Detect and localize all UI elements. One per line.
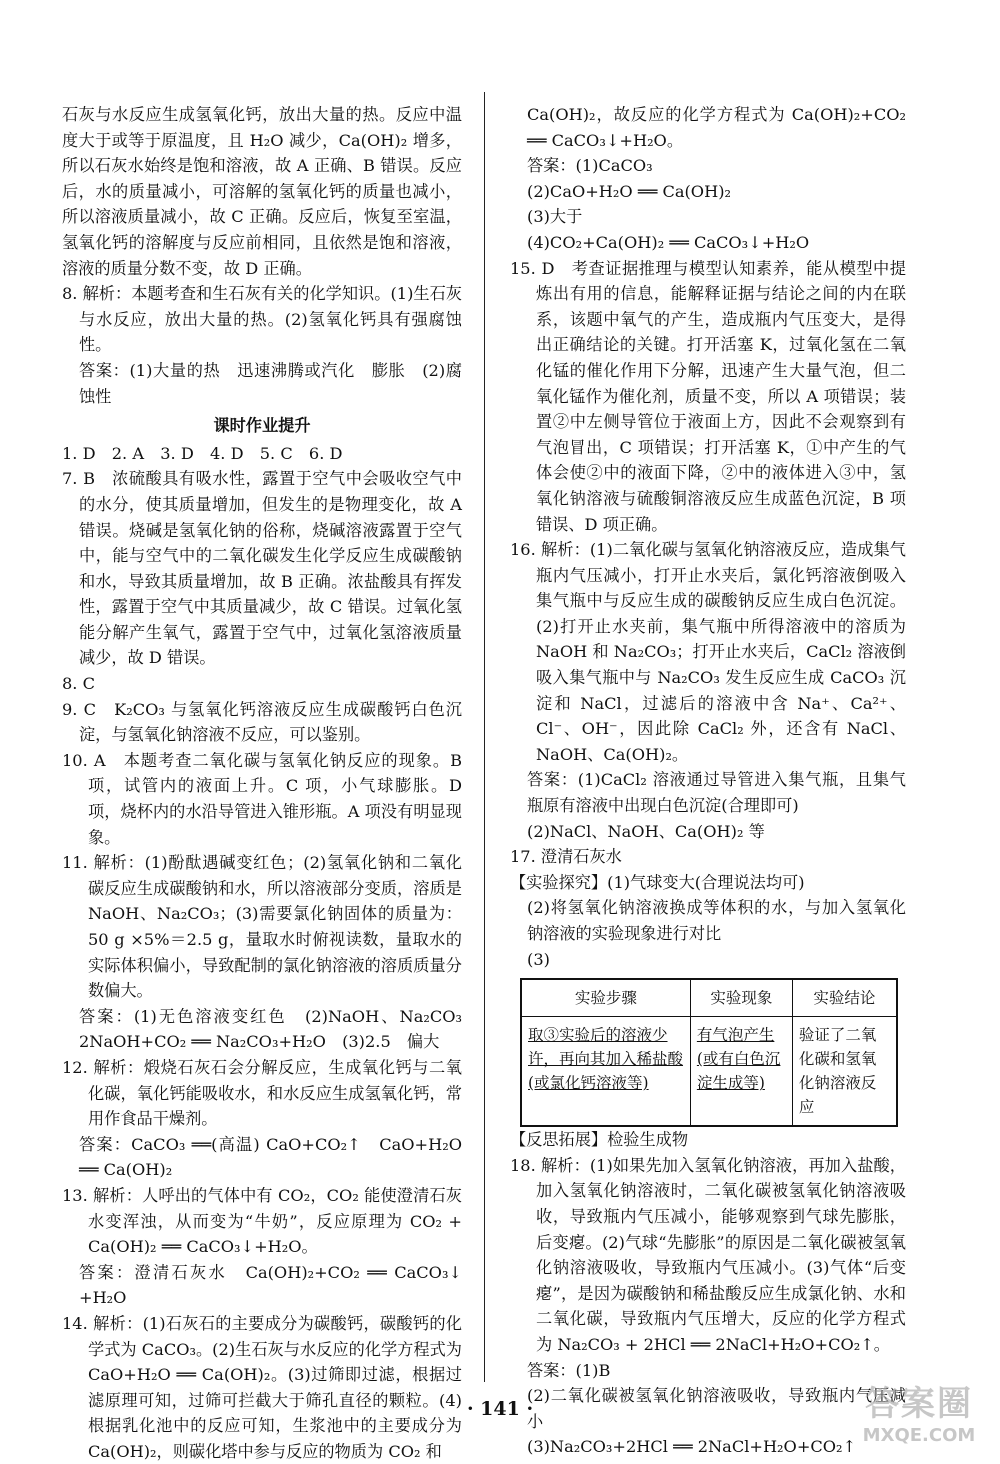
para-l8: 10. A 本题考查二氧化碳与氢氧化钠反应的现象。B 项，试管内的液面上升。C 项，小气球膨胀。D 项，烧杯内的水沿导管进入锥形瓶。A 项没有明显现象。 bbox=[62, 750, 462, 847]
para-r3: (3)大于 bbox=[527, 207, 583, 227]
section-heading: 课时作业提升 bbox=[213, 416, 311, 436]
page-number: · 141 · bbox=[466, 1398, 534, 1420]
right-column bbox=[510, 102, 906, 1460]
column-divider bbox=[484, 92, 485, 1382]
table-header-steps: 实验步骤 bbox=[521, 979, 690, 1017]
para-r2: (2)CaO+H₂O ══ Ca(OH)₂ bbox=[527, 181, 732, 201]
para-r9: 17. 澄清石灰水 bbox=[510, 847, 622, 867]
para-l11: 12. 解析：煅烧石灰石会分解反应，生成氧化钙与二氧化碳，氧化钙能吸收水，和水反应生成氢氧化钙，常用作食品干燥剂。 bbox=[62, 1057, 462, 1129]
table-cell-steps: 取③实验后的溶液少许，再向其加入稀盐酸(或氯化钙溶液等) bbox=[521, 1017, 690, 1127]
para-l10: 答案：(1)无色溶液变红色 (2)NaOH、Na₂CO₃ 2NaOH+CO₂ ══ Na₂CO₃+H₂O (3)2.5 偏大 bbox=[79, 1006, 479, 1052]
para-r11: (2)将氢氧化钠溶液换成等体积的水，与加入氢氧化钠溶液的实验现象进行对比 bbox=[527, 898, 906, 943]
para-r5: 15. D 考查证据推理与模型认知素养，能从模型中提炼出有用的信息，能解释证据与结论之间的内在联系，该题中氧气的产生，造成瓶内气压变大，是得出正确结论的关键。打开活塞 K，过氧化氢在二氧化锰的催化作用下分解，迅速产生大量气泡，但二氧化锰作为催化剂，质量不变，所以 A 项错误；装置②中左侧导管位于液面上方，因此不会观察到有气泡冒出，C 项错误；打开活塞 K，①中产生的气体会使②中的液面下降，②中的液体进入③中，氢氧化钠溶液与硫酸铜溶液反应生成蓝色沉淀，B 项错误、D 项正确。 bbox=[510, 258, 906, 534]
para-r15: 答案：(1)B bbox=[527, 1360, 611, 1380]
table-header-conclusion: 实验结论 bbox=[792, 979, 897, 1017]
left-column bbox=[62, 102, 479, 1464]
watermark-text: 答案圈 bbox=[865, 1384, 973, 1424]
para-l1: 8. 解析：本题考查和生石灰有关的化学知识。(1)生石灰与水反应，放出大量的热。(2)氢氧化钙具有强腐蚀性。 bbox=[62, 284, 462, 355]
para-l2: 答案：(1)大量的热 迅速沸腾或汽化 膨胀 (2)腐蚀性 bbox=[79, 360, 462, 406]
table-cell-conclusion: 验证了二氧化碳和氢氧化钠溶液反应 bbox=[792, 1017, 897, 1127]
para-r4: (4)CO₂+Ca(OH)₂ ══ CaCO₃↓+H₂O bbox=[527, 232, 810, 252]
para-r14: 18. 解析：(1)如果先加入氢氧化钠溶液，再加入盐酸，加入氢氧化钠溶液时，二氧化碳被氢氧化钠溶液吸收，导致瓶内气压减小，能够观察到气球先膨胀，后变瘪。(2)气球“先膨胀”的原因是二氧化碳被氢氧化钠溶液吸收，导致瓶内气压减小。(3)气体“后变瘪”，是因为碳酸钠和稀盐酸反应生成氯化钠、水和二氧化碳，导致瓶内气压增大，反应的化学方程式为 Na₂CO₃ + 2HCl ══ 2NaCl+H₂O+CO₂↑。 bbox=[510, 1155, 906, 1354]
para-r0: Ca(OH)₂，故反应的化学方程式为 Ca(OH)₂+CO₂ ══ CaCO₃↓+H₂O。 bbox=[527, 105, 906, 150]
para-l12: 答案：CaCO₃ ══(高温) CaO+CO₂↑ CaO+H₂O ══ Ca(OH)₂ bbox=[79, 1134, 462, 1180]
para-l4: 1. D 2. A 3. D 4. D 5. C 6. D bbox=[62, 443, 343, 463]
para-l0: 石灰与水反应生成氢氧化钙，放出大量的热。反应中温度大于或等于原温度，且 H₂O 减少，Ca(OH)₂ 增多，所以石灰水始终是饱和溶液，故 A 正确、B 错误。反应后，水的质量减小，可溶解的氢氧化钙的质量也减小，所以溶液质量减小，故 C 正确。反应后，恢复至室温，氢氧化钙的溶解度与反应前相同，且依然是饱和溶液，溶液的质量分数不变，故 D 正确。 bbox=[62, 105, 462, 278]
para-r6: 16. 解析：(1)二氧化碳与氢氧化钠溶液反应，造成集气瓶内气压减小，打开止水夹后，氯化钙溶液倒吸入集气瓶中与反应生成的碳酸钠反应生成白色沉淀。(2)打开止水夹前，集气瓶中所得溶液中的溶质为 NaOH 和 Na₂CO₃；打开止水夹后，CaCl₂ 溶液倒吸入集气瓶中与 Na₂CO₃ 发生反应生成 CaCO₃ 沉淀和 NaCl，过滤后的溶液中含 Na⁺、Ca²⁺、Cl⁻、OH⁻，因此除 CaCl₂ 外，还含有 NaCl、NaOH、Ca(OH)₂。 bbox=[510, 540, 906, 764]
para-r7: 答案：(1)CaCl₂ 溶液通过导管进入集气瓶，且集气瓶原有溶液中出现白色沉淀(合理即可) bbox=[527, 770, 906, 816]
para-r8: (2)NaCl、NaOH、Ca(OH)₂ 等 bbox=[527, 821, 765, 841]
table-row bbox=[521, 1017, 897, 1127]
para-r12: (3) bbox=[527, 949, 550, 969]
table-header-phenomena: 实验现象 bbox=[690, 979, 792, 1017]
para-r13: 【反思拓展】检验生成物 bbox=[510, 1130, 689, 1150]
para-r17: (3)Na₂CO₃+2HCl ══ 2NaCl+H₂O+CO₂↑ bbox=[527, 1437, 857, 1457]
para-l7: 9. C K₂CO₃ 与氢氧化钙溶液反应生成碳酸钙白色沉淀，与氢氧化钠溶液不反应，可以鉴别。 bbox=[62, 699, 462, 745]
para-l14: 答案：澄清石灰水 Ca(OH)₂+CO₂ ══ CaCO₃↓ +H₂O bbox=[79, 1262, 462, 1308]
experiment-table bbox=[520, 978, 898, 1127]
para-r1: 答案：(1)CaCO₃ bbox=[527, 156, 653, 176]
para-r10: 【实验探究】(1)气球变大(合理说法均可) bbox=[510, 872, 805, 892]
para-l5: 7. B 浓硫酸具有吸水性，露置于空气中会吸收空气中的水分，使其质量增加，但发生的是物理变化，故 A 错误。烧碱是氢氧化钠的俗称，烧碱溶液露置于空气中，能与空气中的二氧化碳发生化学反应生成碳酸钠和水，导致其质量增加，故 B 正确。浓盐酸具有挥发性，露置于空气中其质量减少，故 C 错误。过氧化氢能分解产生氧气，露置于空气中，过氧化氢溶液质量减少，故 D 错误。 bbox=[62, 469, 462, 668]
para-l15: 14. 解析：(1)石灰石的主要成分为碳酸钙，碳酸钙的化学式为 CaCO₃。(2)生石灰与水反应的化学方程式为 CaO+H₂O ══ Ca(OH)₂。(3)过筛即过滤，根据过滤原理可知，过筛可拦截大于筛孔直径的颗粒。(4)根据乳化池中的反应可知，生浆池中的主要成分为 Ca(OH)₂，则碳化塔中参与反应的物质为 CO₂ 和 bbox=[62, 1313, 462, 1461]
para-r16: (2)二氧化碳被氢氧化钠溶液吸收，导致瓶内气压减小 bbox=[527, 1386, 906, 1431]
para-l6: 8. C bbox=[62, 674, 95, 694]
para-l13: 13. 解析：人呼出的气体中有 CO₂，CO₂ 能使澄清石灰水变浑浊，从而变为“牛奶”，反应原理为 CO₂ + Ca(OH)₂ ══ CaCO₃↓+H₂O。 bbox=[62, 1185, 462, 1257]
table-cell-phenomena: 有气泡产生(或有白色沉淀生成等) bbox=[690, 1017, 792, 1127]
watermark-logo bbox=[850, 1376, 988, 1446]
watermark-domain: MXQE.COM bbox=[862, 1425, 976, 1446]
para-l9: 11. 解析：(1)酚酞遇碱变红色；(2)氢氧化钠和二氧化碳反应生成碳酸钠和水，所以溶液部分变质，溶质是 NaOH、Na₂CO₃；(3)需要氯化钠固体的质量为：50 g ×5%＝2.5 g，量取水时俯视读数，量取水的实际体积偏小，导致配制的氯化钠溶液的溶质质量分数偏大。 bbox=[62, 853, 462, 1001]
